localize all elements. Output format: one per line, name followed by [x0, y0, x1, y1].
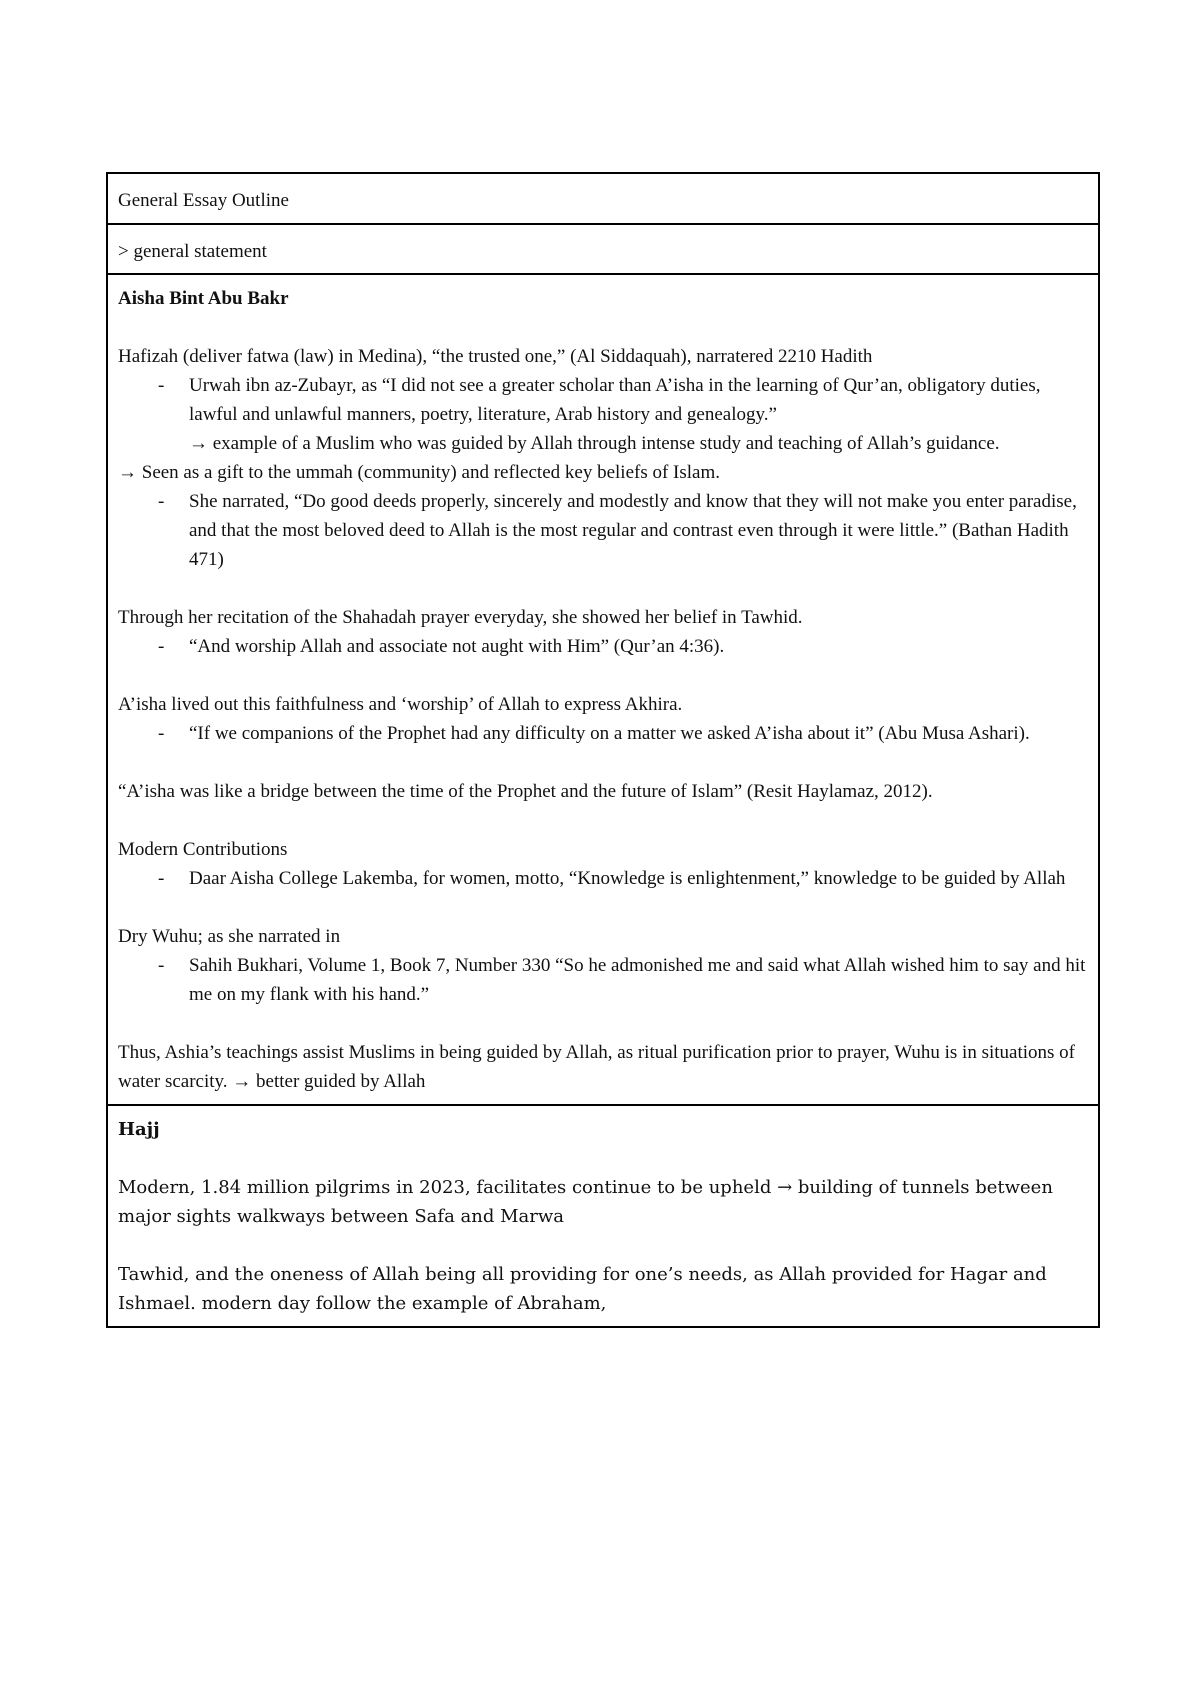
outline-title-cell — [108, 174, 1098, 225]
aisha-bullet-bukhari: - Sahih Bukhari, Volume 1, Book 7, Number 330 “So he admonished me and said what Allah wished him to say and hit me on my flank with his hand.” — [118, 951, 1088, 1009]
aisha-paragraph-bridge: “A’isha was like a bridge between the time of the Prophet and the future of Islam” (Resit Haylamaz, 2012). — [118, 781, 933, 802]
aisha-bullet-companions: - “If we companions of the Prophet had any difficulty on a matter we asked A’isha about it” (Abu Musa Ashari). — [118, 719, 1088, 748]
aisha-paragraph-conclusion: Thus, Ashia’s teachings assist Muslims in being guided by Allah, as ritual purification prior to prayer, Wuhu is in situations of water scarcity. → better guided by Allah — [118, 1042, 1075, 1092]
essay-outline-table — [106, 172, 1100, 1328]
general-statement: > general statement — [118, 241, 267, 262]
aisha-paragraph-wuhu: Dry Wuhu; as she narrated in — [118, 926, 341, 947]
hajj-paragraph-tawhid: Tawhid, and the oneness of Allah being all providing for one’s needs, as Allah provided for Hagar and Ishmael. modern day follow the example of Abraham, — [118, 1264, 1047, 1314]
outline-title: General Essay Outline — [118, 190, 289, 211]
hajj-paragraph-modern: Modern, 1.84 million pilgrims in 2023, facilitates continue to be upheld → building of tunnels between major sights walkways between Safa and Marwa — [118, 1177, 1053, 1227]
aisha-bullet-quran: - “And worship Allah and associate not aught with Him” (Qur’an 4:36). — [118, 632, 1088, 661]
aisha-gift-line: → Seen as a gift to the ummah (community) and reflected key beliefs of Islam. — [118, 462, 721, 483]
general-statement-cell — [108, 225, 1098, 275]
aisha-paragraph-modern: Modern Contributions — [118, 839, 288, 860]
aisha-paragraph-hafizah: Hafizah (deliver fatwa (law) in Medina), “the trusted one,” (Al Siddaquah), narratered 2210 Hadith — [118, 346, 873, 367]
hajj-heading: Hajj — [118, 1119, 160, 1140]
aisha-bullet-urwah-note: → example of a Muslim who was guided by Allah through intense study and teaching of Allah’s guidance. — [189, 433, 1000, 454]
aisha-bullet-deeds: - She narrated, “Do good deeds properly, sincerely and modestly and know that they will not make you enter paradise, and that the most beloved deed to Allah is the most regular and contrast even through it were little.” (Bathan Hadith 471) — [118, 487, 1088, 574]
aisha-section — [108, 275, 1098, 1106]
aisha-heading: Aisha Bint Abu Bakr — [118, 288, 289, 309]
aisha-paragraph-shahadah: Through her recitation of the Shahadah prayer everyday, she showed her belief in Tawhid. — [118, 607, 803, 628]
aisha-bullet-urwah: - Urwah ibn az-Zubayr, as “I did not see a greater scholar than A’isha in the learning of Qur’an, obligatory duties, lawful and unlawful manners, poetry, literature, Arab history and genealogy.” — [118, 371, 1088, 429]
aisha-paragraph-akhira: A’isha lived out this faithfulness and ‘worship’ of Allah to express Akhira. — [118, 694, 683, 715]
aisha-bullet-college: - Daar Aisha College Lakemba, for women, motto, “Knowledge is enlightenment,” knowledge to be guided by Allah — [118, 864, 1088, 893]
hajj-section — [108, 1106, 1098, 1326]
